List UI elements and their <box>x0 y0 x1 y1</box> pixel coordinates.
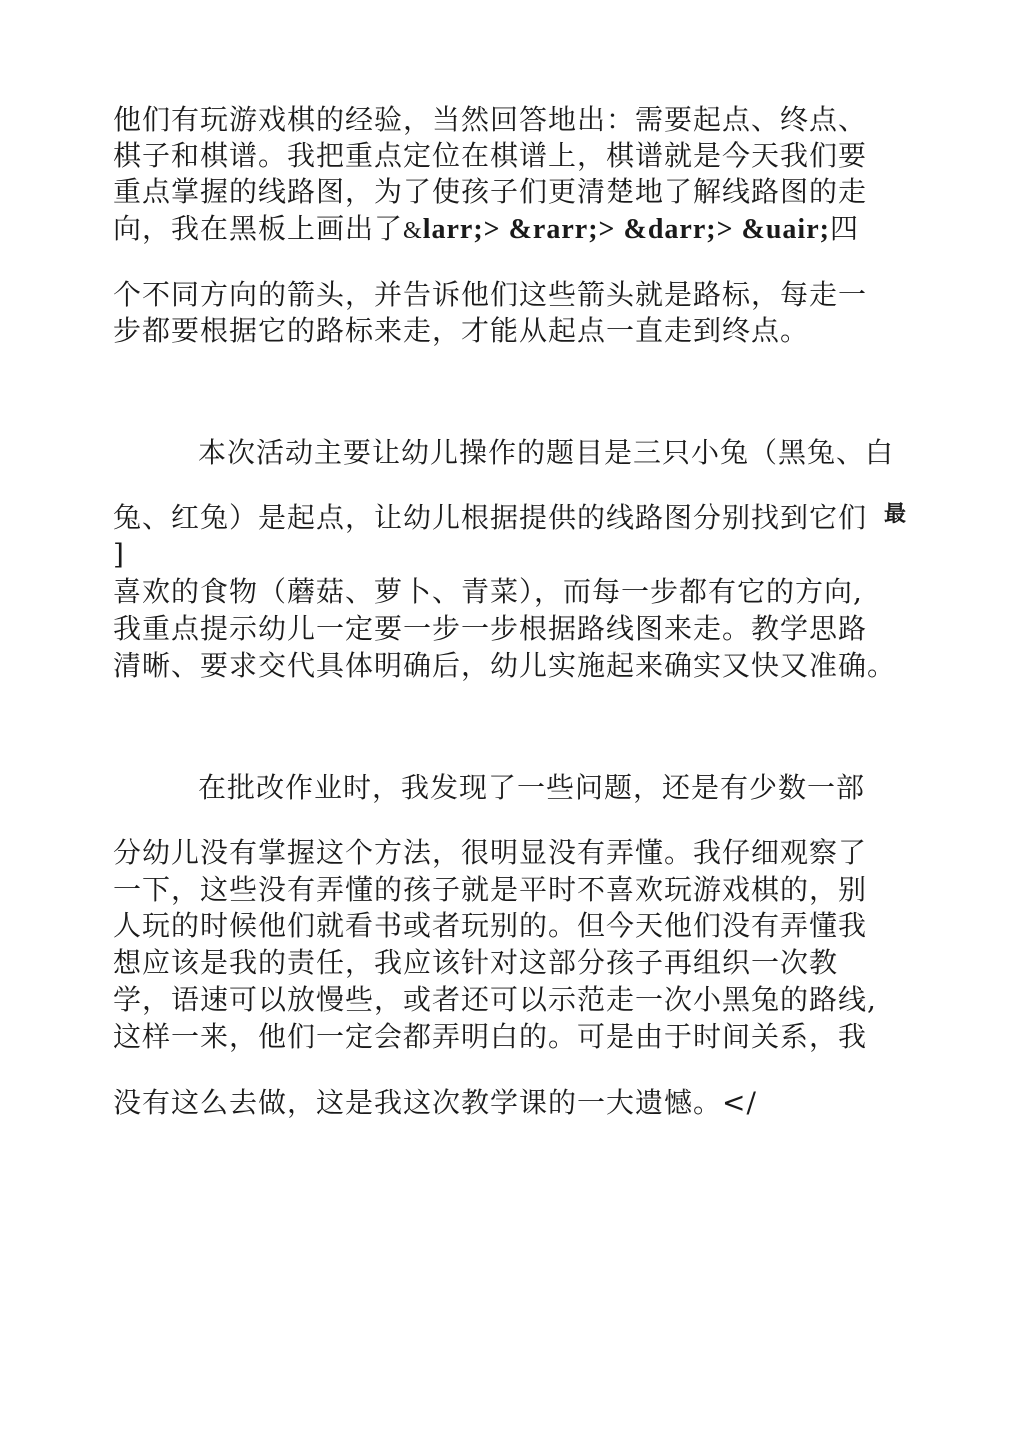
text-line: 喜欢的食物（蘑菇、萝卜、青菜），而每一步都有它的方向, <box>113 575 863 608</box>
text-line: 本次活动主要让幼儿操作的题目是三只小兔（黑兔、白 <box>198 436 895 469</box>
text-segment: 向，我在黑板上画出了 <box>113 212 404 245</box>
html-entity-amp: & <box>403 218 423 244</box>
text-line: 人玩的时候他们就看书或者玩别的。但今天他们没有弄懂我 <box>113 909 868 942</box>
text-line: 想应该是我的责任，我应该针对这部分孩子再组织一次教 <box>113 946 839 979</box>
bracket-mark: ] <box>113 538 125 571</box>
side-mark: 最 <box>884 502 907 527</box>
text-line-arrows <box>113 211 859 249</box>
text-line: 个不同方向的箭头，并告诉他们这些箭头就是路标，每走一 <box>113 278 868 311</box>
text-line: 一下，这些没有弄懂的孩子就是平时不喜欢玩游戏棋的，别 <box>113 873 868 906</box>
text-line: 重点掌握的线路图，为了使孩子们更清楚地了解线路图的走 <box>113 175 868 208</box>
text-line: 这样一来，他们一定会都弄明白的。可是由于时间关系，我 <box>113 1020 868 1053</box>
text-line: 学，语速可以放慢些，或者还可以示范走一次小黑兔的路线, <box>113 983 877 1016</box>
text-line: 分幼儿没有掌握这个方法，很明显没有弄懂。我仔细观察了 <box>113 836 868 869</box>
text-line: 在批改作业时，我发现了一些问题，还是有少数一部 <box>198 771 866 804</box>
text-line: 没有这么去做，这是我这次教学课的一大遗憾。</ <box>113 1086 757 1119</box>
text-line: 兔、红兔）是起点，让幼儿根据提供的线路图分别找到它们 <box>113 501 868 534</box>
text-line: 步都要根据它的路标来走，才能从起点一直走到终点。 <box>113 314 810 347</box>
text-line: 他们有玩游戏棋的经验，当然回答地出：需要起点、终点、 <box>113 103 868 136</box>
html-entity-arrows: larr;> &rarr;> &darr;> &uair; <box>422 214 830 245</box>
text-line: 清晰、要求交代具体明确后，幼儿实施起来确实又快又准确。 <box>113 649 897 682</box>
text-line: 棋子和棋谱。我把重点定位在棋谱上，棋谱就是今天我们要 <box>113 139 868 172</box>
text-line: 我重点提示幼儿一定要一步一步根据路线图来走。教学思路 <box>113 612 868 645</box>
text-segment: 四 <box>829 212 859 245</box>
